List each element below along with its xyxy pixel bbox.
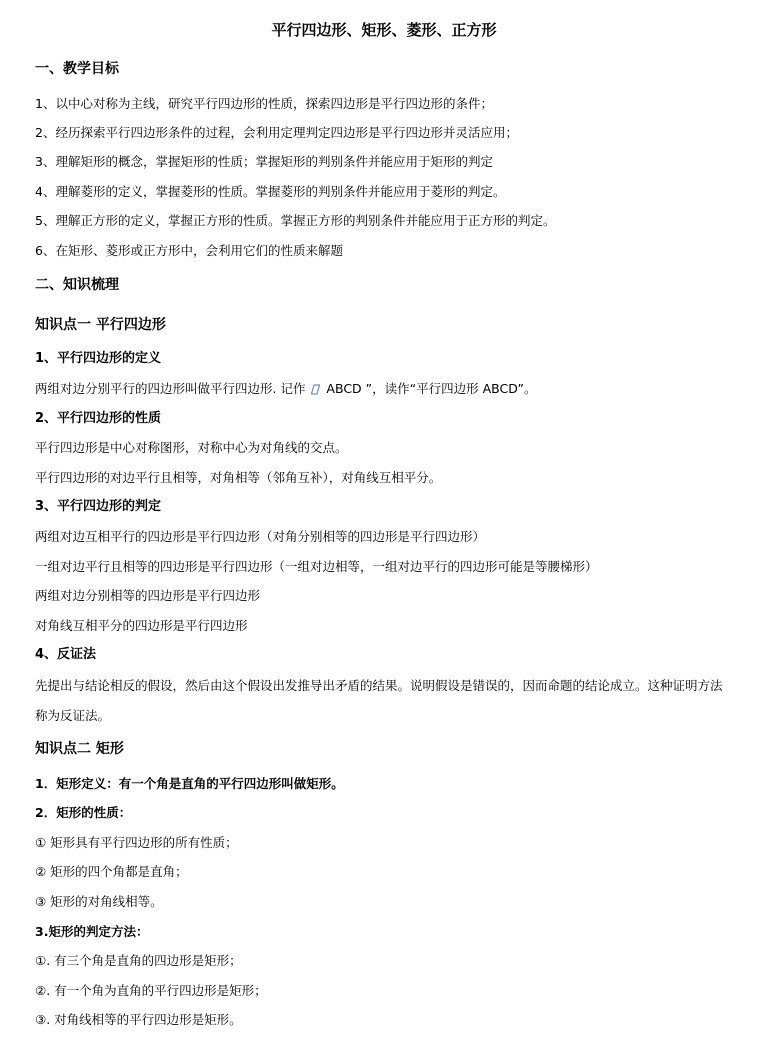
parallelogram-judgement-3: 两组对边分别相等的四边形是平行四边形 bbox=[35, 588, 261, 603]
parallelogram-judgement-heading: 3、平行四边形的判定 bbox=[35, 499, 162, 514]
parallelogram-judgement-4: 对角线互相平分的四边形是平行四边形 bbox=[35, 618, 248, 633]
section-heading-knowledge: 二、知识梳理 bbox=[35, 277, 119, 293]
parallelogram-properties-heading: 2、平行四边形的性质 bbox=[35, 411, 162, 426]
objective-item-6: 6、在矩形、菱形或正方形中，会利用它们的性质来解题 bbox=[35, 243, 343, 258]
parallelogram-definition-text bbox=[35, 381, 748, 397]
objective-item-1: 1、以中心对称为主线，研究平行四边形的性质，探索四边形是平行四边形的条件； bbox=[35, 96, 493, 111]
parallelogram-symbol-icon bbox=[311, 384, 320, 395]
contradiction-heading: 4、反证法 bbox=[35, 647, 97, 662]
page-title: 平行四边形、矩形、菱形、正方形 bbox=[271, 21, 497, 39]
parallelogram-definition-heading: 1、平行四边形的定义 bbox=[35, 351, 162, 366]
objective-item-3: 3、理解矩形的概念，掌握矩形的性质；掌握矩形的判别条件并能应用于矩形的判定 bbox=[35, 154, 493, 169]
rectangle-property-2: ② 矩形的四个角都是直角； bbox=[35, 864, 188, 879]
contradiction-text: 先提出与结论相反的假设，然后由这个假设出发推导出矛盾的结果。说明假设是错误的，因而命题的结论成立。这种证明方法称为反证法。 bbox=[35, 678, 723, 723]
rectangle-properties-heading: 2．矩形的性质： bbox=[35, 805, 132, 820]
definition-text-part-b: ABCD ”，读作“平行四边形 ABCD”。 bbox=[326, 381, 537, 396]
knowledge-point-1-heading: 知识点一 平行四边形 bbox=[35, 317, 166, 333]
objective-item-4: 4、理解菱形的定义，掌握菱形的性质。掌握菱形的判别条件并能应用于菱形的判定。 bbox=[35, 184, 506, 199]
parallelogram-judgement-1: 两组对边互相平行的四边形是平行四边形（对角分别相等的四边形是平行四边形） bbox=[35, 529, 486, 544]
knowledge-point-2-heading: 知识点二 矩形 bbox=[35, 741, 124, 757]
rectangle-definition: 1．矩形定义：有一个角是直角的平行四边形叫做矩形。 bbox=[35, 776, 344, 791]
rectangle-property-1: ① 矩形具有平行四边形的所有性质； bbox=[35, 835, 238, 850]
objective-item-5: 5、理解正方形的定义，掌握正方形的性质。掌握正方形的判别条件并能应用于正方形的判定。 bbox=[35, 213, 556, 228]
rectangle-judgement-3: ③. 对角线相等的平行四边形是矩形。 bbox=[35, 1012, 242, 1027]
objective-item-2: 2、经历探索平行四边形条件的过程，会利用定理判定四边形是平行四边形并灵活应用； bbox=[35, 125, 518, 140]
rectangle-judgement-2: ②. 有一个角为直角的平行四边形是矩形； bbox=[35, 983, 267, 998]
rectangle-judgement-1: ①. 有三个角是直角的四边形是矩形； bbox=[35, 953, 242, 968]
parallelogram-property-1: 平行四边形是中心对称图形，对称中心为对角线的交点。 bbox=[35, 440, 348, 455]
parallelogram-judgement-2: 一组对边平行且相等的四边形是平行四边形（一组对边相等，一组对边平行的四边形可能是等腰梯形） bbox=[35, 559, 598, 574]
section-heading-objectives: 一、教学目标 bbox=[35, 61, 119, 77]
parallelogram-property-2: 平行四边形的对边平行且相等，对角相等（邻角互补），对角线互相平分。 bbox=[35, 470, 442, 485]
definition-text-part-a: 两组对边分别平行的四边形叫做平行四边形. 记作 bbox=[35, 381, 306, 396]
rectangle-judgement-heading: 3.矩形的判定方法： bbox=[35, 924, 149, 939]
rectangle-property-3: ③ 矩形的对角线相等。 bbox=[35, 894, 163, 909]
